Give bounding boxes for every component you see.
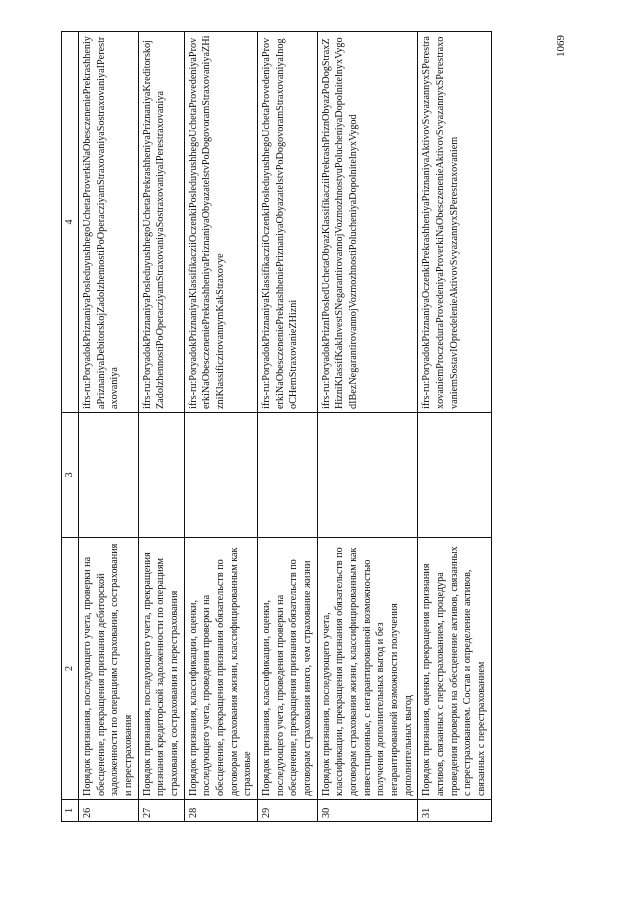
- row-element-code: ifrs-ru:PoryadokPriznaniyaPosleduyushhegoUchetaPrekrashheniyaPriznaniyaKreditorskojZadolzhennostiPoOperacziyamStraxovaniyaSostraxovaniyaIPerestraxovaniya: [138, 32, 184, 413]
- row-element-code: ifrs-ru:PoryadokPriznaniyaOczenkiPrekrashheniyaPriznaniyaAktivovSvyazannyxSPerestraxovaniemProczeduraProvedeniyaProverkiNaObesczenenieAktivovSvyazannyxSPerestraxovaniemSostavIOpredelenieAktivovSvyazannyxSPerestraxovaniem: [418, 32, 491, 413]
- row-description: Порядок признания, оценки, прекращения признания активов, связанных с перестрахованием, процедура проведения проверки на обесценение активов, связанных с перестрахованием. Состав и определение активов, связанных с перестрахованием: [418, 538, 491, 800]
- row-col3: [138, 413, 184, 538]
- row-col3: [79, 413, 139, 538]
- column-header-3: 3: [62, 413, 79, 538]
- row-description: Порядок признания, последующего учета, прекращения признания кредиторской задолженности по операциям страхования, сострахования и перестрахования: [138, 538, 184, 800]
- column-header-2: 2: [62, 538, 79, 800]
- page-number: 1069: [555, 35, 567, 57]
- row-element-code: ifrs-ru:PoryadokPriznaniyaPosleduyushhegoUchetaProverkiNaObesczeneniePrekrashheniyaPriznaniyaDebitorskojZadolzhennostiPoOperacziyamStraxovaniyaSostraxovaniyaIPerestraxovaniya: [79, 32, 139, 413]
- row-number: 27: [138, 800, 184, 822]
- table-header-row: [62, 32, 79, 822]
- row-element-code: ifrs-ru:PoryadokPriznaniyaKlassifikacziiOczenkiPosleduyushhegoUchetaProvedeniyaProverkiNaObesczeneniePrekrashheniyaPriznaniyaObyazatelstvPoDogovoramStraxovaniyaZHizniKlassificzirovannymKakStraxovye: [184, 32, 257, 413]
- row-number: 31: [418, 800, 491, 822]
- row-element-code: ifrs-ru:PoryadokPriznaniyaKlassifikacziiOczenkiPosleduyushhegoUchetaProvedeniyaProverkiNaObesczeneniePrekrashheniePriznaniyaObyazatelstvPoDogovoramStraxovaniyaInogoCHemStraxovanieZHizni: [258, 32, 318, 413]
- row-number: 29: [258, 800, 318, 822]
- table-row: [79, 32, 139, 822]
- row-number: 26: [79, 800, 139, 822]
- table-row: [258, 32, 318, 822]
- row-number: 30: [317, 800, 418, 822]
- row-col3: [317, 413, 418, 538]
- table-row: [138, 32, 184, 822]
- row-number: 28: [184, 800, 257, 822]
- row-description: Порядок признания, последующего учета, проверки на обесценение, прекращения признания дебиторской задолженности по операциям страхования, сострахования и перестрахования: [79, 538, 139, 800]
- table-row: [184, 32, 257, 822]
- row-description: Порядок признания, классификации, оценки, последующего учета, проведения проверки на обесценение, прекращения признания обязательств по договорам страхования иного, чем страхование жизни: [258, 538, 318, 800]
- row-col3: [184, 413, 257, 538]
- row-description: Порядок признания, последующего учета, классификации, прекращения признания обязательств по договорам страхования жизни, классифицированным как инвестиционные, с негарантированной возможностью получения дополнительных выгод и без негарантированной возможности получения дополнительных выгод: [317, 538, 418, 800]
- row-element-code: ifrs-ru:PoryadokPriznIPosledUchetaObyazKlassifikacziiPrekrashPriznObyazPoDogStraxZHizniKlassifKakInvestSNegarantirovannojVozmozhnostyuPolucheniyaDopolnitelnyxVygodIBezNegarantirovannojVozmozhnostiPolucheniyaDopolnitelnyxVygod: [317, 32, 418, 413]
- row-description: Порядок признания, классификации, оценки, последующего учета, проведения проверки на обесценение, прекращения признания обязательств по договорам страхования жизни, классифицированным как страховые: [184, 538, 257, 800]
- table-row: [317, 32, 418, 822]
- row-col3: [418, 413, 491, 538]
- column-header-1: 1: [62, 800, 79, 822]
- xbrl-taxonomy-table: [61, 31, 492, 822]
- table-row: [418, 32, 491, 822]
- column-header-4: 4: [62, 32, 79, 413]
- row-col3: [258, 413, 318, 538]
